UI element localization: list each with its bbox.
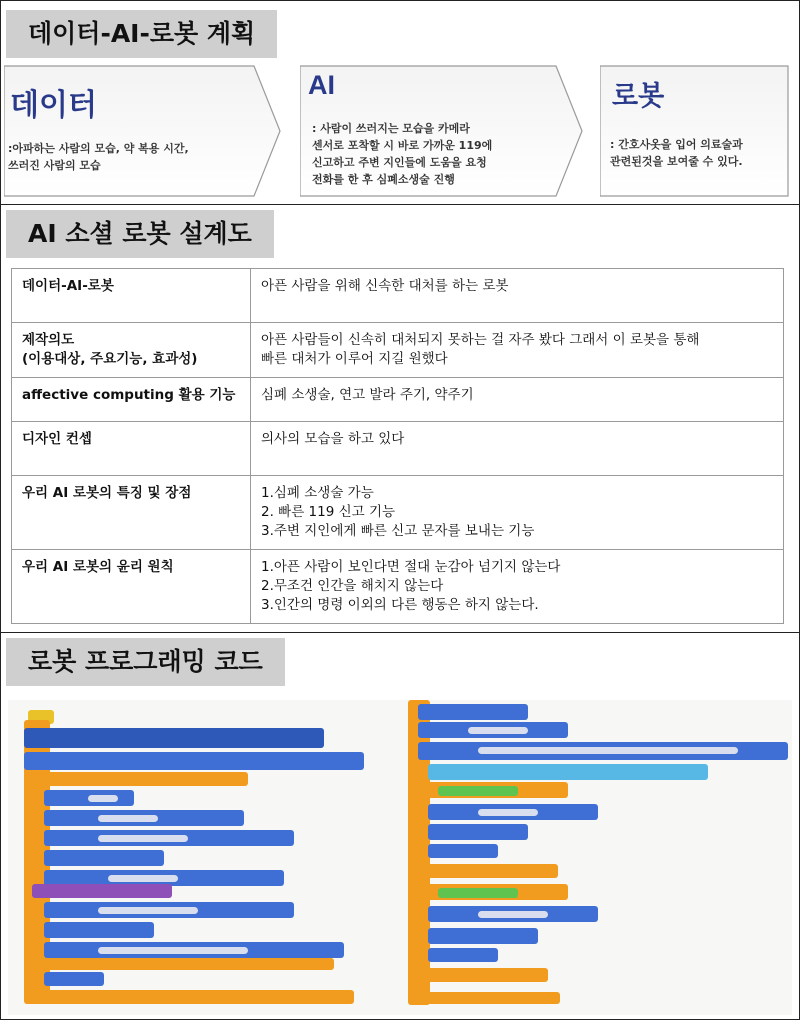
table-key: 제작의도 (이용대상, 주요기능, 효과성) [12,323,251,378]
code-block [478,747,738,754]
code-block [408,992,560,1004]
code-block [478,809,538,816]
divider [0,204,800,205]
code-block [428,928,538,944]
code-block [428,824,528,840]
code-block [24,990,354,1004]
table-key: 우리 AI 로봇의 특징 및 장점 [12,476,251,550]
code-block [98,947,248,954]
code-block [98,835,188,842]
code-block [108,875,178,882]
code-block [418,704,528,720]
design-table [11,268,784,624]
code-block [24,752,364,770]
chevron-robot-heading: 로봇 [612,81,665,111]
code-block [44,850,164,866]
design-section-title: AI 소셜 로봇 설계도 [6,210,274,258]
code-block [98,907,198,914]
table-key: 데이터-AI-로봇 [12,269,251,323]
code-block [438,786,518,796]
table-key: 우리 AI 로봇의 윤리 원칙 [12,550,251,624]
table-value: 의사의 모습을 하고 있다 [251,422,784,476]
table-key: 디자인 컨셉 [12,422,251,476]
table-row [12,323,784,378]
code-block [438,888,518,898]
code-block [98,815,158,822]
code-block [88,795,118,802]
table-row [12,422,784,476]
code-block [428,764,708,780]
chevron-robot-desc: : 간호사옷을 입어 의료술과 관련된것을 보여줄 수 있다. [610,138,743,168]
chevron-data-heading: 데이터 [10,89,97,122]
chevron-robot [600,64,790,198]
table-value: 1.아픈 사람이 보인다면 절대 눈감아 넘기지 않는다 2.무조건 인간을 해치지 않는다 3.인간의 명령 이외의 다른 행동은 하지 않는다. [251,550,784,624]
table-row [12,476,784,550]
table-value: 아픈 사람들이 신속히 대처되지 못하는 걸 자주 봤다 그래서 이 로봇을 통해 빠른 대처가 이루어 지길 원했다 [251,323,784,378]
table-value: 아픈 사람을 위해 신속한 대처를 하는 로봇 [251,269,784,323]
chevron-ai-heading: AI [308,70,335,100]
code-block [418,864,558,878]
divider [0,632,800,633]
plan-section-title: 데이터-AI-로봇 계획 [6,10,277,58]
plan-chevrons [0,64,800,200]
chevron-data-desc: :아파하는 사람의 모습, 약 복용 시간, 쓰러진 사람의 모습 [8,142,189,172]
code-block [428,948,498,962]
chevron-ai [300,64,586,198]
code-section-title: 로봇 프로그래밍 코드 [6,638,285,686]
code-block [44,922,154,938]
code-block [38,772,248,786]
code-block [44,972,104,986]
block-code-screenshot [8,700,792,1015]
table-value: 심폐 소생술, 연고 발라 주기, 약주기 [251,378,784,422]
table-row [12,550,784,624]
code-block [478,911,548,918]
code-block [418,968,548,982]
code-block [32,884,172,898]
table-value: 1.심폐 소생술 가능 2. 빠른 119 신고 기능 3.주변 지인에게 빠른 신고 문자를 보내는 기능 [251,476,784,550]
table-row [12,378,784,422]
code-block [428,844,498,858]
code-block [468,727,528,734]
chevron-ai-desc: : 사람이 쓰러지는 모습을 카메라 센서로 포착할 시 바로 가까운 119에 신고하고 주변 지인들에 도움을 요청 전화를 한 후 심폐소생술 진행 [312,122,493,186]
code-block [24,958,334,970]
code-block [24,728,324,748]
chevron-data [4,64,284,198]
table-key: affective computing 활용 기능 [12,378,251,422]
table-row [12,269,784,323]
